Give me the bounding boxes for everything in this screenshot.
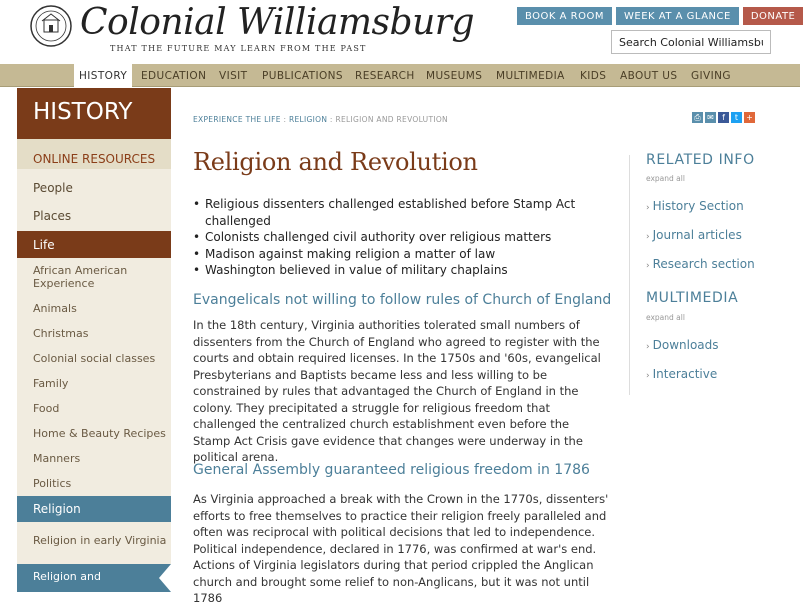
book-a-room-button[interactable]: BOOK A ROOM — [517, 7, 612, 25]
paragraph-general-assembly: As Virginia approached a break with the Crown in the 1770s, dissenters' efforts to free themselves to practice their religion freely paralleled and often was reciprocal with political decisions that led to independence. Political independence, declared in 1776, was confirmed at war's end. Actions of Virginia legislators during that period crippled the Anglican church and brought some relief to non-Anglicans, but it was not until 1786 — [193, 492, 609, 605]
summary-item: • Colonists challenged civil authority over religious matters — [205, 229, 595, 246]
breadcrumb-separator: : — [327, 115, 336, 124]
email-icon[interactable]: ✉ — [705, 112, 716, 123]
chevron-right-icon: › — [646, 371, 650, 381]
share-tools — [692, 112, 755, 123]
sidebar-heading[interactable]: HISTORY — [17, 88, 171, 139]
sidebar-item-religion[interactable]: Religion — [17, 496, 171, 522]
related-link-label: Journal articles — [652, 228, 742, 242]
summary-item: • Religious dissenters challenged established before Stamp Act challenged — [205, 196, 595, 229]
facebook-icon[interactable]: f — [718, 112, 729, 123]
nav-about-us[interactable]: ABOUT US — [620, 69, 678, 82]
breadcrumb-experience-the-life[interactable]: EXPERIENCE THE LIFE — [193, 115, 281, 124]
multimedia-link-downloads[interactable] — [646, 338, 719, 352]
breadcrumb-religion[interactable]: RELIGION — [288, 115, 328, 124]
sidebar-item-religion-and-revolution[interactable] — [17, 564, 171, 592]
week-at-a-glance-button[interactable]: WEEK AT A GLANCE — [616, 7, 739, 25]
sidebar-item-places[interactable]: Places — [33, 209, 72, 223]
current-page-arrow-icon — [159, 564, 171, 592]
nav-kids[interactable]: KIDS — [580, 69, 607, 82]
sidebar-item-politics[interactable]: Politics — [33, 476, 72, 490]
sidebar-item-current-label: Religion and — [33, 570, 101, 583]
donate-button[interactable]: DONATE — [743, 7, 803, 25]
related-expand-all[interactable]: expand all — [646, 174, 685, 183]
twitter-icon[interactable]: t — [731, 112, 742, 123]
share-more-icon[interactable]: + — [744, 112, 755, 123]
nav-multimedia[interactable]: MULTIMEDIA — [496, 69, 565, 82]
nav-museums[interactable]: MUSEUMS — [426, 69, 483, 82]
section-heading-evangelicals: Evangelicals not willing to follow rules of Church of England — [193, 292, 612, 308]
sidebar-item-food[interactable]: Food — [33, 401, 60, 415]
related-info-heading: RELATED INFO — [646, 152, 755, 168]
related-link-journal-articles[interactable] — [646, 228, 742, 242]
main-nav — [0, 64, 800, 87]
sidebar-item-life[interactable]: Life — [17, 231, 171, 258]
chevron-right-icon: › — [646, 203, 650, 213]
sidebar-item-family[interactable]: Family — [33, 376, 69, 390]
site-tagline: THAT THE FUTURE MAY LEARN FROM THE PAST — [110, 44, 367, 53]
sidebar-item-animals[interactable]: Animals — [33, 301, 77, 315]
related-link-history-section[interactable] — [646, 199, 744, 213]
page-title: Religion and Revolution — [193, 148, 478, 176]
related-link-label: History Section — [652, 199, 744, 213]
nav-education[interactable]: EDUCATION — [141, 69, 207, 82]
section-heading-general-assembly: General Assembly guaranteed religious freedom in 1786 — [193, 462, 590, 478]
right-column-divider — [629, 155, 630, 395]
nav-research[interactable]: RESEARCH — [355, 69, 415, 82]
chevron-right-icon: › — [646, 261, 650, 271]
chevron-right-icon: › — [646, 232, 650, 242]
paragraph-evangelicals: In the 18th century, Virginia authorities tolerated small numbers of dissenters from the Church of England who agreed to register with the courts and obtain required licenses. In the 1750s and '60s, evangelical Presbyterians and Baptists became less and less willing to be constrained by rules that advantaged the Church of England in the colony. They precipitated a struggle for religious freedom that challenged the centralized church establishment even before the Stamp Act Crisis gave evidence that changes were underway in the political arena. — [193, 318, 601, 464]
sidebar-item-christmas[interactable]: Christmas — [33, 326, 89, 340]
nav-visit[interactable]: VISIT — [219, 69, 248, 82]
top-buttons — [517, 7, 803, 25]
multimedia-link-label: Downloads — [652, 338, 719, 352]
nav-history[interactable]: HISTORY — [74, 64, 132, 87]
related-link-research-section[interactable] — [646, 257, 755, 271]
multimedia-link-interactive[interactable] — [646, 367, 717, 381]
site-logo[interactable]: Colonial Williamsburg — [80, 2, 475, 43]
sidebar-item-manners[interactable]: Manners — [33, 451, 81, 465]
breadcrumb-current: RELIGION AND REVOLUTION — [335, 115, 448, 124]
breadcrumb — [193, 115, 448, 124]
sidebar-item-african-american-experience[interactable]: African American Experience — [33, 264, 128, 290]
sidebar-item-people[interactable]: People — [33, 181, 73, 195]
search-input[interactable] — [611, 30, 771, 54]
summary-item: • Madison against making religion a matter of law — [205, 246, 595, 263]
summary-item: • Washington believed in value of military chaplains — [205, 262, 595, 279]
summary-list — [205, 196, 595, 279]
breadcrumb-separator: : — [280, 115, 289, 124]
sidebar — [17, 88, 171, 581]
chevron-right-icon: › — [646, 342, 650, 352]
nav-publications[interactable]: PUBLICATIONS — [262, 69, 343, 82]
site-header — [0, 0, 800, 64]
print-icon[interactable]: ⎙ — [692, 112, 703, 123]
colonial-williamsburg-seal-icon[interactable] — [29, 4, 73, 48]
sidebar-section-title[interactable]: ONLINE RESOURCES — [17, 139, 171, 169]
multimedia-expand-all[interactable]: expand all — [646, 313, 685, 322]
related-link-label: Research section — [652, 257, 755, 271]
multimedia-heading: MULTIMEDIA — [646, 290, 739, 306]
sidebar-item-colonial-social-classes[interactable]: Colonial social classes — [33, 351, 156, 365]
sidebar-item-religion-in-early-virginia[interactable]: Religion in early Virginia — [33, 534, 167, 547]
nav-giving[interactable]: GIVING — [691, 69, 731, 82]
sidebar-item-home-beauty-recipes[interactable]: Home & Beauty Recipes — [33, 426, 166, 440]
multimedia-link-label: Interactive — [652, 367, 718, 381]
